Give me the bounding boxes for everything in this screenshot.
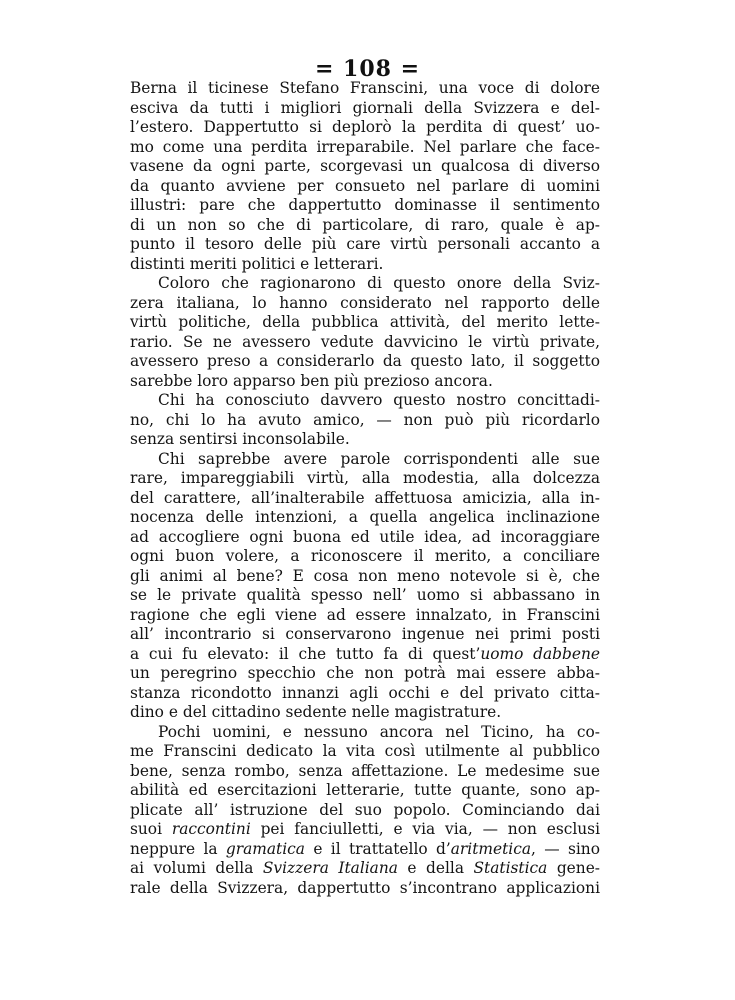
text-segment: rario. Se ne avessero vedute davvicino le virtù private, — [130, 332, 600, 351]
text-segment: sarebbe loro apparso ben più prezioso ancora. — [130, 371, 493, 390]
text-line — [130, 879, 600, 899]
text-line — [130, 196, 600, 216]
text-line — [130, 333, 600, 353]
text-segment: ogni buon volere, a riconoscere il merito, a conciliare — [130, 547, 600, 565]
text-segment: illustri: pare che dappertutto dominasse il sentimento — [130, 196, 600, 214]
text-segment: dino e del cittadino sedente nelle magistrature. — [130, 703, 502, 721]
text-line — [130, 235, 600, 255]
text-segment: e della — [397, 859, 474, 877]
italic-text: gramatica — [225, 839, 305, 858]
italic-text: raccontini — [171, 820, 251, 838]
text-line — [130, 157, 600, 177]
page-number: = 108 = — [314, 56, 421, 82]
text-segment: vasene da ogni parte, scorgevasi un qualcosa di diverso — [130, 157, 600, 175]
text-line — [130, 645, 600, 665]
text-segment: suoi — [130, 820, 172, 838]
text-line — [130, 255, 600, 275]
text-segment: plicate all’ istruzione del suo popolo. Cominciando dai — [130, 800, 600, 819]
text-segment: zera italiana, lo hanno considerato nel rapporto delle — [130, 293, 600, 312]
text-segment: avessero preso a considerarlo da questo lato, il soggetto — [130, 352, 600, 370]
text-segment: pei fanciulletti, e via via, — non esclusi — [250, 820, 600, 838]
text-segment: bene, senza rombo, senza affettazione. Le medesime sue — [130, 761, 600, 780]
text-line — [130, 859, 600, 879]
text-line — [130, 625, 600, 645]
text-line — [130, 723, 600, 743]
text-segment: gene- — [547, 859, 601, 877]
italic-text: aritmetica — [450, 839, 531, 858]
text-line — [130, 586, 600, 606]
text-segment: Berna il ticinese Stefano Franscini, una voce di dolore — [130, 79, 600, 97]
text-line — [130, 762, 600, 782]
text-line — [130, 742, 600, 762]
text-segment: Coloro che ragionarono di questo onore della Sviz- — [158, 274, 600, 292]
text-line — [130, 703, 600, 723]
text-segment: e il trattatello d’ — [304, 839, 451, 858]
text-segment: no, chi lo ha avuto amico, — non può più ricordarlo — [130, 410, 600, 429]
text-segment: , — sino — [531, 839, 600, 858]
text-line — [130, 313, 600, 333]
text-line — [130, 606, 600, 626]
text-line — [130, 372, 600, 392]
text-segment: punto il tesoro delle più care virtù personali accanto a — [130, 235, 600, 253]
text-segment: di un non so che di particolare, di raro, quale è ap- — [130, 215, 600, 234]
italic-text: Svizzera Italiana — [262, 859, 398, 877]
body-text — [130, 79, 600, 898]
text-line — [130, 99, 600, 119]
text-segment: a cui fu elevato: il che tutto fa di quest’ — [130, 644, 481, 663]
text-segment: stanza ricondotto innanzi agli occhi e del privato citta- — [130, 683, 600, 702]
text-segment: un peregrino specchio che non potrà mai essere abba- — [130, 664, 600, 682]
text-segment: esciva da tutti i migliori giornali della Svizzera e del- — [130, 98, 600, 117]
text-segment: nocenza delle intenzioni, a quella angelica inclinazione — [130, 508, 600, 526]
text-line — [130, 684, 600, 704]
text-segment: senza sentirsi inconsolabile. — [130, 430, 350, 448]
text-line — [130, 801, 600, 821]
text-line — [130, 547, 600, 567]
text-segment: Chi saprebbe avere parole corrispondenti alle sue — [158, 449, 600, 468]
text-line — [130, 489, 600, 509]
text-segment: neppure la — [130, 839, 226, 858]
text-line — [130, 781, 600, 801]
text-segment: ai volumi della — [130, 859, 263, 877]
text-segment: rale della Svizzera, dappertutto s’incontrano applicazioni — [130, 878, 600, 897]
text-line — [130, 567, 600, 587]
text-segment: l’estero. Dappertutto si deplorò la perdita di quest’ uo- — [130, 118, 600, 136]
text-line — [130, 352, 600, 372]
text-segment: ad accogliere ogni buona ed utile idea, ad incoraggiare — [130, 527, 600, 546]
italic-text: uomo dabbene — [480, 644, 600, 663]
text-line — [130, 840, 600, 860]
text-line — [130, 177, 600, 197]
text-segment: Pochi uomini, e nessuno ancora nel Ticino, ha co- — [158, 722, 600, 741]
text-segment: rare, impareggiabili virtù, alla modestia, alla dolcezza — [130, 469, 600, 487]
text-segment: distinti meriti politici e letterari. — [130, 254, 384, 273]
text-line — [130, 391, 600, 411]
text-segment: mo come una perdita irreparabile. Nel parlare che face- — [130, 137, 600, 156]
text-segment: virtù politiche, della pubblica attività, del merito lette- — [130, 313, 600, 331]
text-segment: me Franscini dedicato la vita così utilmente al pubblico — [130, 742, 600, 760]
text-segment: da quanto avviene per consueto nel parlare di uomini — [130, 176, 600, 195]
text-segment: gli animi al bene? E cosa non meno notevole si è, che — [130, 566, 600, 585]
text-line — [130, 469, 600, 489]
text-line — [130, 79, 600, 99]
text-line — [130, 430, 600, 450]
text-segment: abilità ed esercitazioni letterarie, tutte quante, sono ap- — [130, 781, 600, 799]
text-line — [130, 508, 600, 528]
text-line — [130, 118, 600, 138]
text-line — [130, 528, 600, 548]
text-line — [130, 294, 600, 314]
text-segment: se le private qualità spesso nell’ uomo si abbassano in — [130, 586, 600, 604]
text-segment: Chi ha conosciuto davvero questo nostro concittadi- — [158, 391, 600, 409]
text-line — [130, 820, 600, 840]
italic-text: Statistica — [473, 859, 548, 877]
text-segment: del carattere, all’inalterabile affettuosa amicizia, alla in- — [130, 488, 600, 507]
text-line — [130, 274, 600, 294]
text-line — [130, 216, 600, 236]
text-segment: all’ incontrario si conservarono ingenue nei primi posti — [130, 625, 600, 643]
text-segment: ragione che egli viene ad essere innalzato, in Franscini — [130, 605, 600, 624]
text-line — [130, 411, 600, 431]
text-line — [130, 450, 600, 470]
text-line — [130, 664, 600, 684]
text-line — [130, 138, 600, 158]
